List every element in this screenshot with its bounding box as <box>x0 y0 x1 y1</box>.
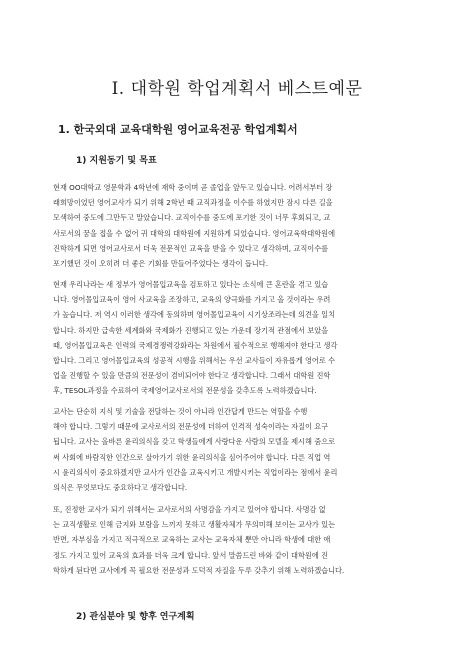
text-line: 의식은 무엇보다도 중요하다고 생각합니다. <box>53 483 188 493</box>
text-line: 업을 진행할 수 있을 만큼의 전문성이 겸비되어야 한다고 생각합니다. 그래서 대학원 진학 <box>53 371 331 381</box>
text-line: 현재 우리나라는 새 정부가 영어몰입교육을 검토하고 있다는 소식에 큰 혼란을 겪고 있습 <box>53 280 329 289</box>
text-line: 합니다. 하지만 급속한 세계화와 국제화가 진행되고 있는 가운데 장기적 관점에서 보았을 <box>53 325 329 335</box>
section-heading: 1. 한국외대 교육대학원 영어교육전공 학업계획서 <box>58 123 298 136</box>
text-line: 시 윤리의식이 중요하겠지만 교사가 인간을 교육시키고 개발시키는 직업이라는 점에서 윤리 <box>53 467 338 477</box>
subsection-heading: 1) 지원동기 및 목표 <box>76 156 157 166</box>
text-line: 또, 진정한 교사가 되기 위해서는 교사로서의 사명감을 가지고 있어야 합니다. 사명감 없 <box>53 505 326 514</box>
text-line: 학하게 된다면 교사에게 꼭 필요한 전문성과 도덕적 자질을 두루 갖추기 위해 노력하겠습니다. <box>53 565 345 575</box>
paragraph-2 <box>53 277 423 399</box>
text-line: 는 교직생활로 인해 금지와 보람을 느끼지 못하고 생활자체가 무의미해 보이는 교사가 있는 <box>53 520 336 530</box>
paragraph-4 <box>53 502 423 578</box>
text-line: 진학하게 되면 영어교사로서 더욱 전문적인 교육을 받을 수 있다고 생각하며, 교직이수를 <box>53 243 329 253</box>
text-line: 후, TESOL과정을 수료하여 국제영어교사로서의 전문성을 갖추도록 노력하겠습니다. <box>53 386 317 396</box>
subsection-heading: 2) 관심분야 및 향후 연구계획 <box>76 612 195 622</box>
text-line: 래희망이었던 영어교사가 되기 위해 2학년 때 교직과정을 이수를 하였지만 잠시 다른 길을 <box>53 198 333 208</box>
text-line: 가 높습니다. 저 역시 이러한 생각에 동의하며 영어몰입교육이 시기상조라는데 의견을 일치 <box>53 310 336 320</box>
text-line: 모색하여 중도에 그만두고 말았습니다. 교직이수를 중도에 포기한 것이 너무 후회되고, 교 <box>53 213 331 223</box>
text-line: 때, 영어몰입교육은 인력의 국제경쟁력강화라는 차원에서 필수적으로 행해져야 한다고 생각 <box>53 340 338 350</box>
text-line: 합니다. 그리고 영어몰입교육의 성공적 시행을 위해서는 우선 교사들이 자유롭게 영어로 수 <box>53 356 336 366</box>
paragraph-1 <box>53 180 423 271</box>
text-line: 교사는 단순히 지식 및 기술을 전달하는 것이 아니라 인간답게 만드는 역할을 수행 <box>53 407 308 416</box>
text-line: 정도 가지고 있어 교육의 효과를 더욱 크게 합니다. 앞서 말씀드린 바와 같이 대학원에 진 <box>53 550 328 560</box>
text-line: 포기했던 것이 오히려 더 좋은 기회를 만들어주었다는 생각이 듭니다. <box>53 259 268 269</box>
text-line: 반면, 자부심을 가지고 적극적으로 교육하는 교사는 교육자체 뿐만 아니라 학생에 대한 애 <box>53 535 331 545</box>
text-line: 니다. 영어몰입교육이 영어 사교육을 조장하고, 교육의 양극화를 가지고 올 것이라는 우려 <box>53 295 331 305</box>
text-line: 해야 합니다. 그렇기 때문에 교사로서의 전문성에 더하여 인격적 성숙이라는 자질이 요구 <box>53 422 329 432</box>
paragraph-3 <box>53 404 423 495</box>
text-line: 사로서의 꿈을 접을 수 없어 귀 대학의 대학원에 지원하게 되었습니다. 영어교육학대학원에 <box>53 228 336 238</box>
text-line: 현재 OO대학교 영문학과 4학년에 재학 중이며 곧 졸업을 앞두고 있습니다. 어려서부터 장 <box>53 183 333 192</box>
document-title: Ⅰ. 대학원 학업계획서 베스트예문 <box>111 79 363 99</box>
text-line: 됩니다. 교사는 올바른 윤리의식을 갖고 학생들에게 사랑다운 사람의 모델을 제시해 줌으로 <box>53 437 336 447</box>
text-line: 써 사회에 바람직한 인간으로 살아가기 위한 윤리의식을 심어주어야 합니다. 다른 직업 역 <box>53 452 331 462</box>
